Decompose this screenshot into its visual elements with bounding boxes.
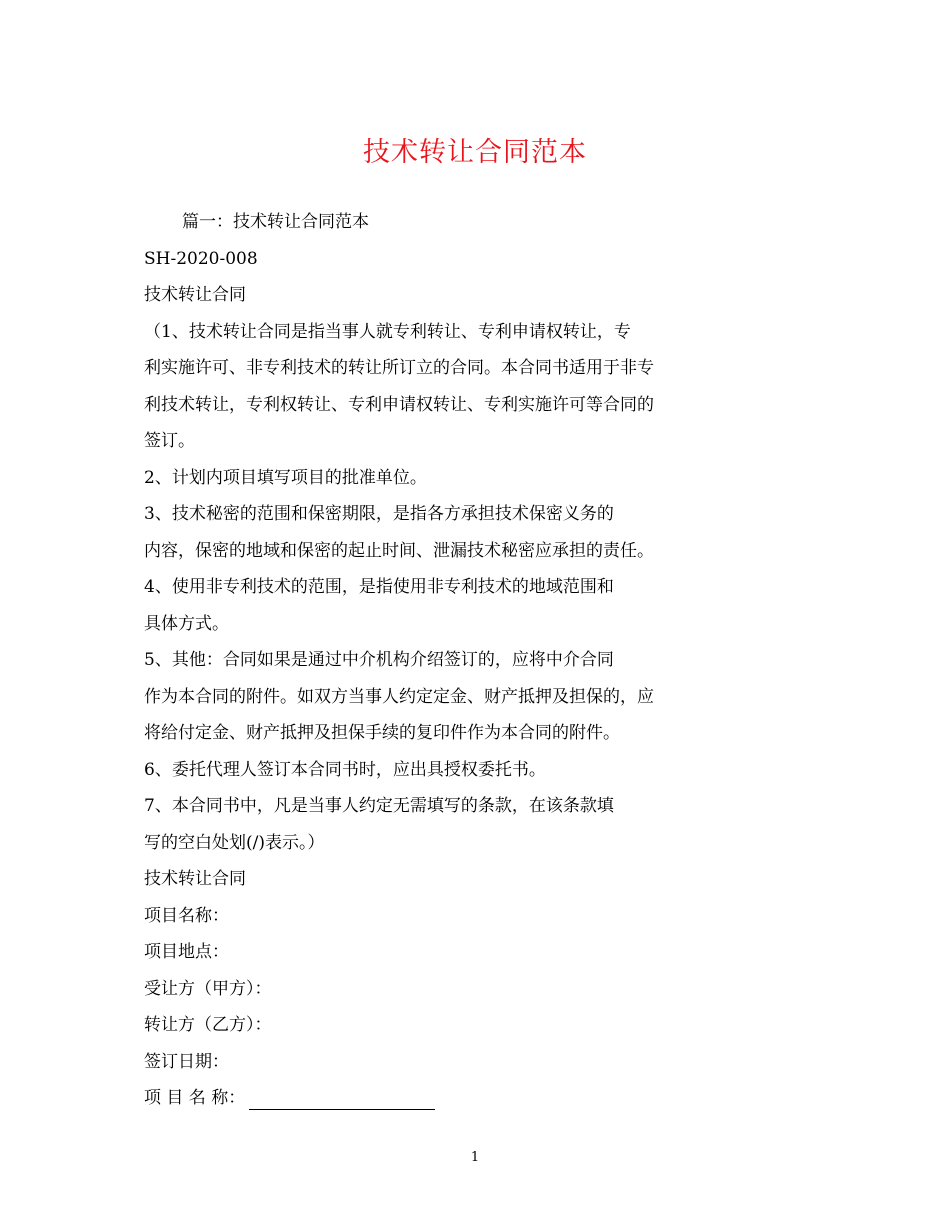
page-number: 1 <box>470 1150 480 1165</box>
paragraph-line: 利技术转让，专利权转让、专利申请权转让、专利实施许可等合同的 <box>144 394 654 415</box>
paragraph-line: 利实施许可、非专利技术的转让所订立的合同。本合同书适用于非专 <box>144 358 654 378</box>
paragraph-line: 写的空白处划(/)表示。） <box>144 832 325 853</box>
paragraph-line: 具体方式。 <box>144 613 229 634</box>
paragraph-line: 5、其他：合同如果是通过中介机构介绍签订的，应将中介合同 <box>144 650 614 670</box>
project-name-blank[interactable] <box>249 1087 435 1110</box>
paragraph-line: 将给付定金、财产抵押及担保手续的复印件作为本合同的附件。 <box>144 723 620 743</box>
field-project-location: 项目地点： <box>144 942 229 962</box>
paragraph-line: 签订。 <box>144 431 195 451</box>
paragraph-line: 7、本合同书中，凡是当事人约定无需填写的条款，在该条款填 <box>144 796 614 816</box>
paragraph-line: 3、技术秘密的范围和保密期限，是指各方承担技术保密义务的 <box>144 504 614 524</box>
document-body <box>144 204 714 1117</box>
contract-heading: 技术转让合同 <box>144 869 246 889</box>
paragraph-line: 6、委托代理人签订本合同书时，应出具授权委托书。 <box>144 759 546 780</box>
field-signing-date: 签订日期： <box>144 1051 229 1072</box>
project-name-label: 项 目 名 称： <box>144 1088 246 1108</box>
paragraph-line: 2、计划内项目填写项目的批准单位。 <box>144 467 427 488</box>
section-heading: 篇一：技术转让合同范本 <box>182 212 369 232</box>
contract-heading: 技术转让合同 <box>144 285 246 305</box>
project-name-row <box>144 1080 714 1117</box>
paragraph-line: 4、使用非专利技术的范围，是指使用非专利技术的地域范围和 <box>144 577 614 597</box>
document-code: SH-2020-008 <box>144 248 258 269</box>
paragraph-line: 内容，保密的地域和保密的起止时间、泄漏技术秘密应承担的责任。 <box>144 540 654 561</box>
paragraph-line: 作为本合同的附件。如双方当事人约定定金、财产抵押及担保的，应 <box>144 686 654 707</box>
paragraph-line: （1、技术转让合同是指当事人就专利转让、专利申请权转让，专 <box>144 321 631 342</box>
field-transferor: 转让方（乙方）： <box>144 1015 272 1035</box>
document-title: 技术转让合同范本 <box>363 137 587 168</box>
field-transferee: 受让方（甲方）： <box>144 978 272 999</box>
field-project-name: 项目名称： <box>144 905 229 926</box>
